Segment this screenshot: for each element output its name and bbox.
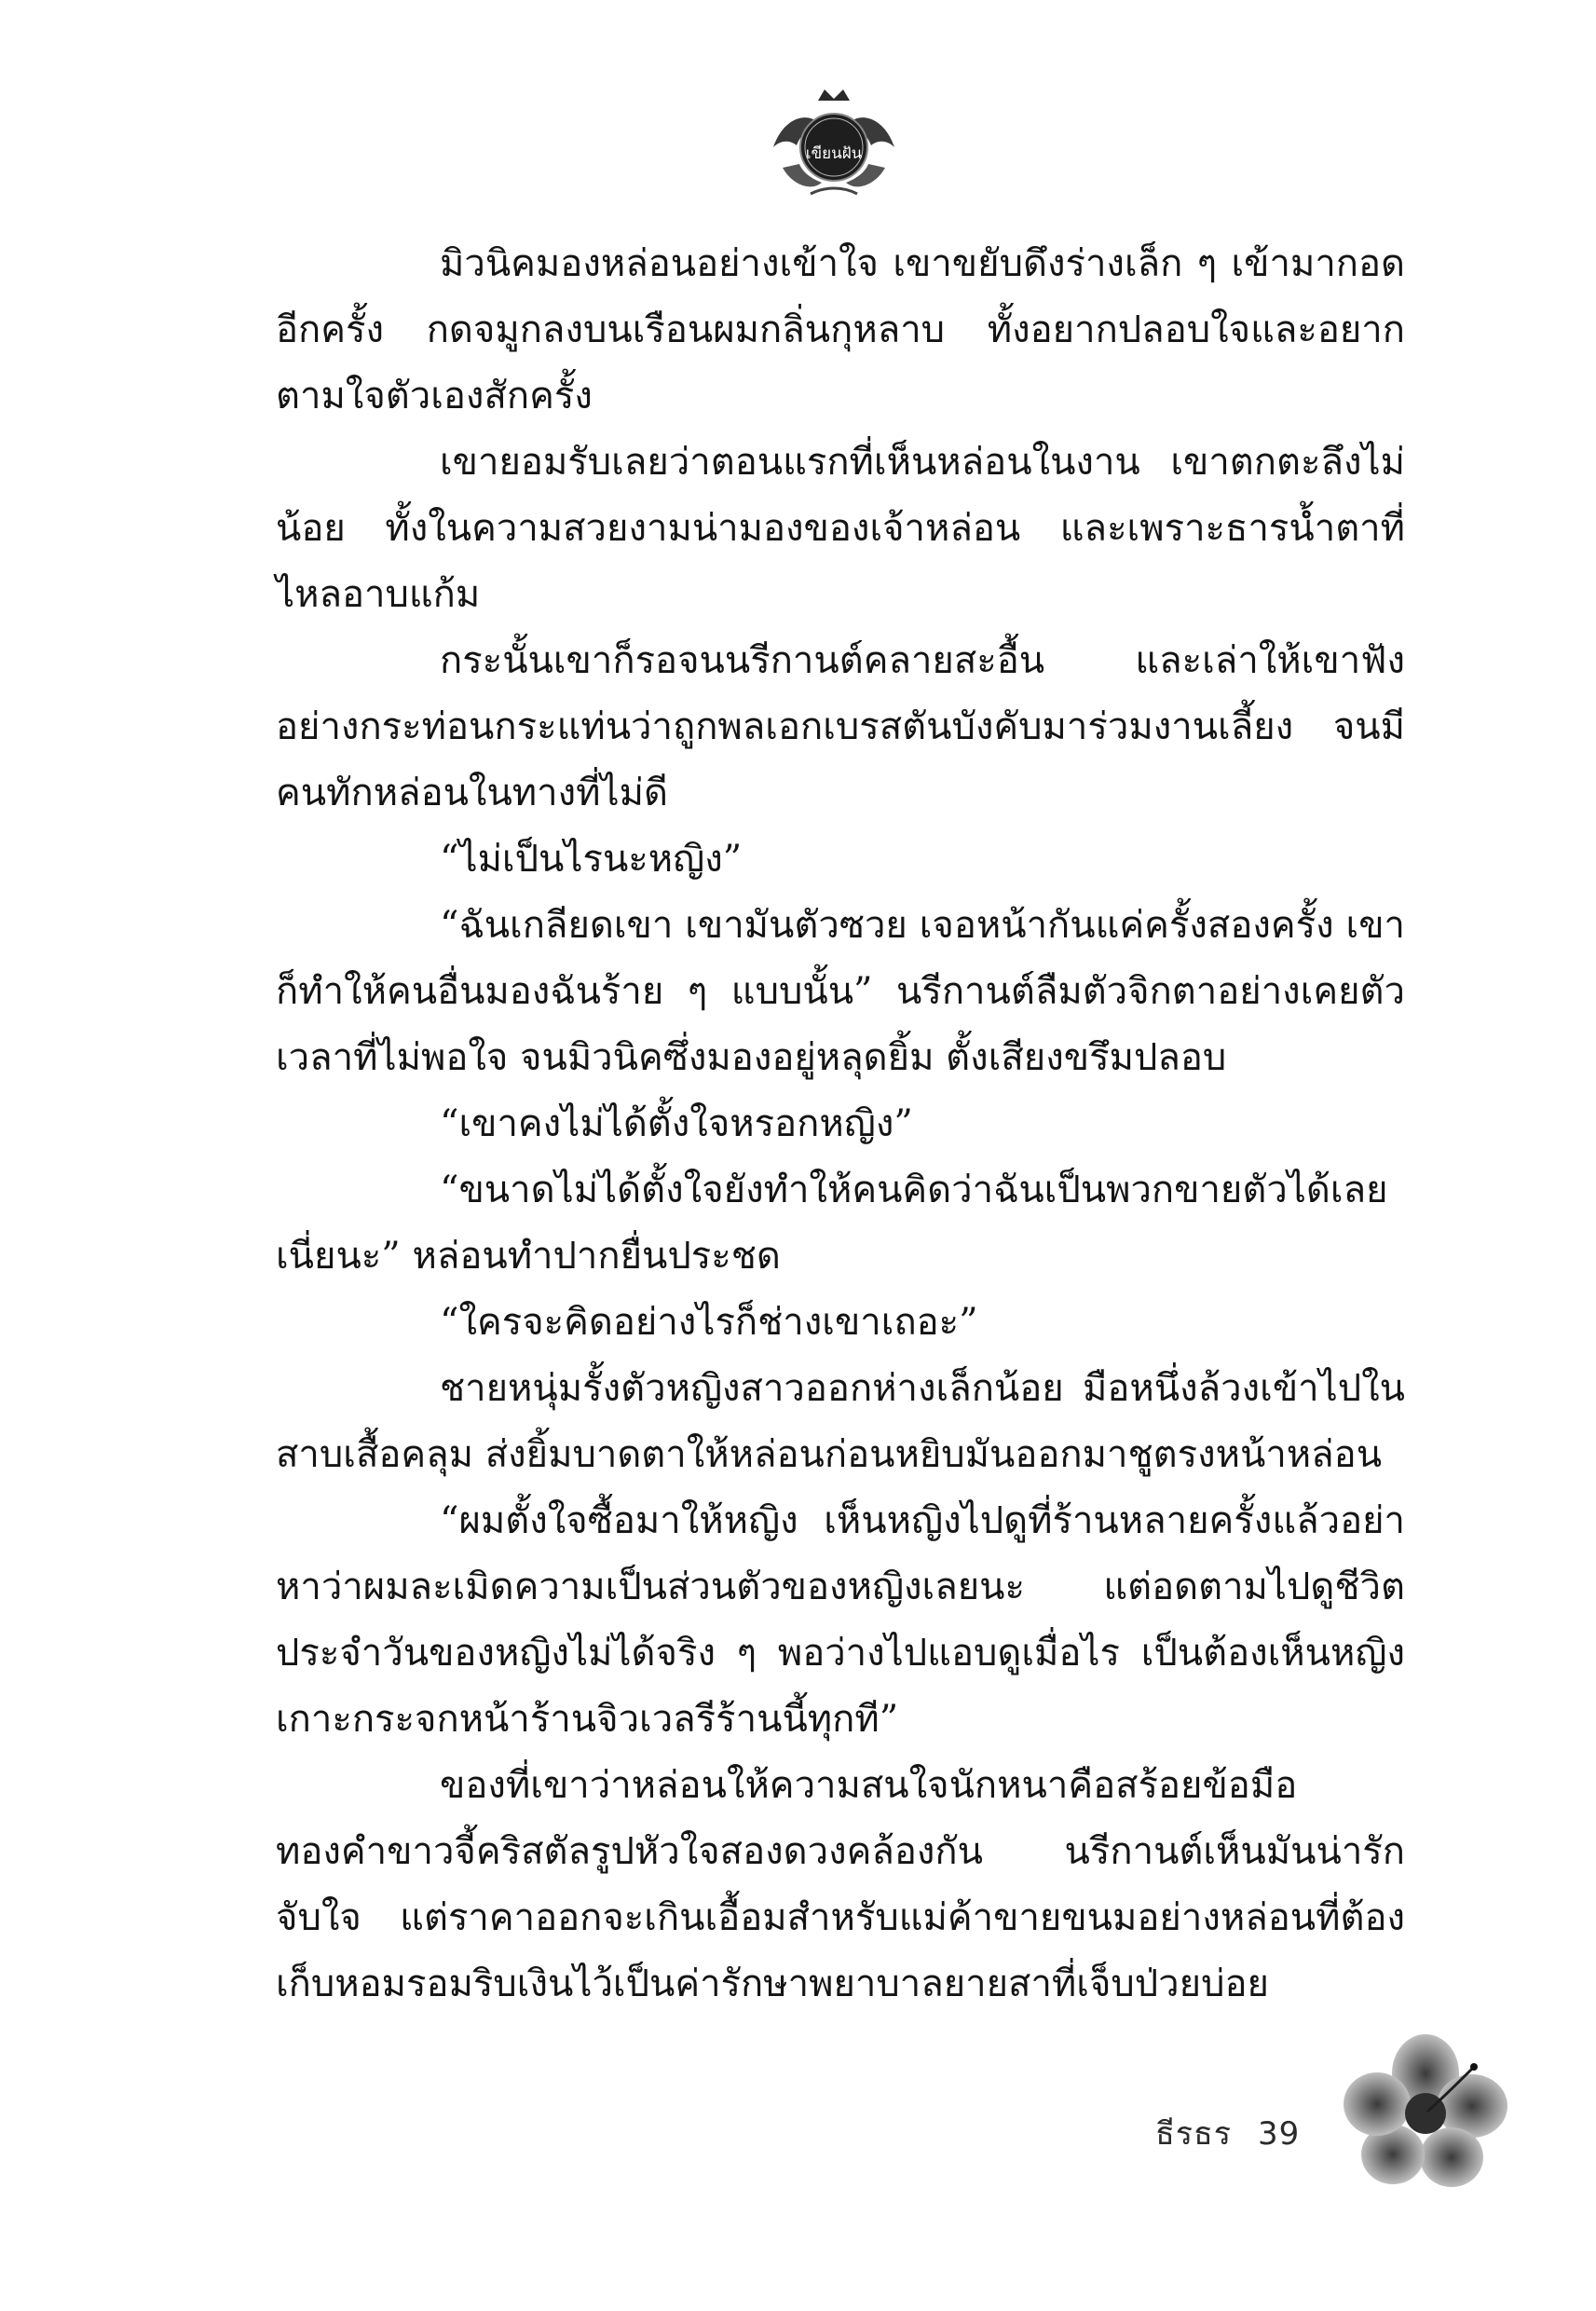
author-name: ธีรธร [1155, 2115, 1233, 2153]
paragraph: ของที่เขาว่าหล่อนให้ความสนใจนักหนาคือสร้อยข้อมือทองคำขาวจี้คริสตัลรูปหัวใจสองดวงคล้องกัน นรีกานต์เห็นมันน่ารักจับใจ แต่ราคาออกจะเกินเอื้อมสำหรับแม่ค้าขายขนมอย่างหล่อนที่ต้องเก็บหอมรอมริบเงินไว้เป็นค่ารักษาพยาบาลยายสาที่เจ็บป่วยบ่อย [276, 1764, 1405, 2005]
hibiscus-flower-icon [1342, 2031, 1509, 2190]
dialogue-paragraph: “ขนาดไม่ได้ตั้งใจยังทำให้คนคิดว่าฉันเป็นพวกขายตัวได้เลยเนี่ยนะ” หล่อนทำปากยื่นประชด [276, 1169, 1388, 1278]
dialogue-paragraph: “ไม่เป็นไรนะหญิง” [440, 838, 743, 881]
paragraph: เขายอมรับเลยว่าตอนแรกที่เห็นหล่อนในงาน เขาตกตะลึงไม่น้อย ทั้งในความสวยงามน่ามองของเจ้าหล่อน และเพราะธารน้ำตาที่ไหลอาบแก้ม [276, 441, 1405, 616]
dialogue-paragraph: “ฉันเกลียดเขา เขามันตัวซวย เจอหน้ากันแค่ครั้งสองครั้ง เขาก็ทำให้คนอื่นมองฉันร้าย ๆ แบบนั้น” นรีกานต์ลืมตัวจิกตาอย่างเคยตัวเวลาที่ไม่พอใจ จนมิวนิคซึ่งมองอยู่หลุดยิ้ม ตั้งเสียงขรึมปลอบ [276, 904, 1405, 1079]
publisher-emblem [764, 82, 904, 203]
chapter-body [276, 231, 1405, 2017]
emblem-text: เขียนฝัน [805, 144, 863, 163]
paragraph: กระนั้นเขาก็รอจนนรีกานต์คลายสะอื้น และเล่าให้เขาฟังอย่างกระท่อนกระแท่นว่าถูกพลเอกเบรสตันบังคับมาร่วมงานเลี้ยง จนมีคนทักหล่อนในทางที่ไม่ดี [276, 639, 1405, 814]
paragraph: ชายหนุ่มรั้งตัวหญิงสาวออกห่างเล็กน้อย มือหนึ่งล้วงเข้าไปในสาบเสื้อคลุม ส่งยิ้มบาดตาให้หล่อนก่อนหยิบมันออกมาชูตรงหน้าหล่อน [276, 1367, 1405, 1476]
dialogue-paragraph: “ใครจะคิดอย่างไรก็ช่างเขาเถอะ” [440, 1301, 978, 1344]
dialogue-paragraph: “ผมตั้งใจซื้อมาให้หญิง เห็นหญิงไปดูที่ร้านหลายครั้งแล้วอย่าหาว่าผมละเมิดความเป็นส่วนตัวของหญิงเลยนะ แต่อดตามไปดูชีวิตประจำวันของหญิงไม่ได้จริง ๆ พอว่างไปแอบดูเมื่อไร เป็นต้องเห็นหญิงเกาะกระจกหน้าร้านจิวเวลรีร้านนี้ทุกที” [276, 1499, 1405, 1741]
page-number: 39 [1258, 2115, 1301, 2153]
page-footer [1155, 2108, 1300, 2158]
paragraph: มิวนิคมองหล่อนอย่างเข้าใจ เขาขยับดึงร่างเล็ก ๆ เข้ามากอดอีกครั้ง กดจมูกลงบนเรือนผมกลิ่นกุหลาบ ทั้งอยากปลอบใจและอยากตามใจตัวเองสักครั้ง [276, 242, 1405, 417]
dialogue-paragraph: “เขาคงไม่ได้ตั้งใจหรอกหญิง” [440, 1102, 913, 1145]
